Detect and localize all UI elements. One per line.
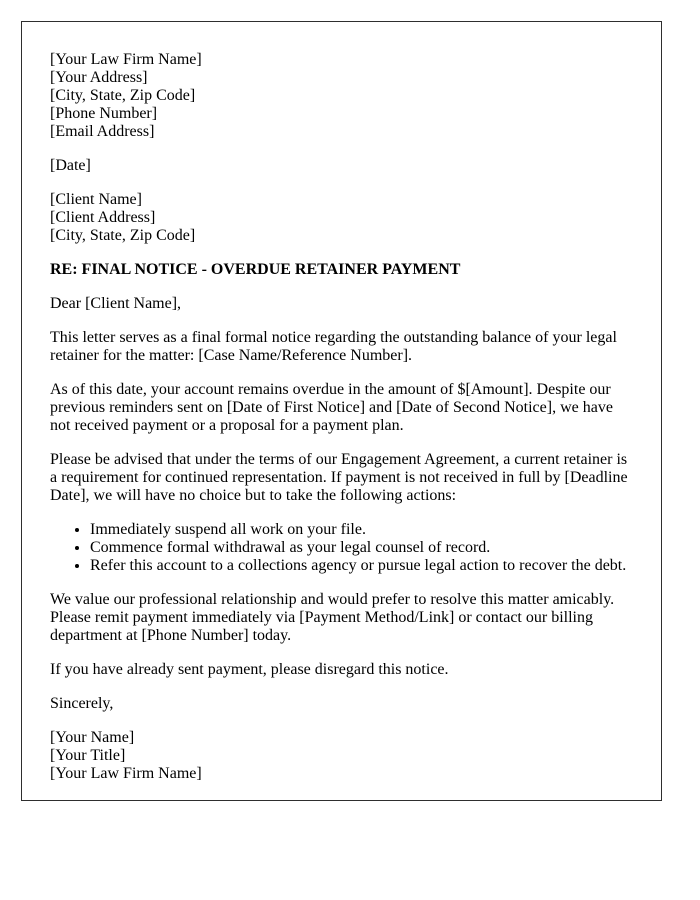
actions-list <box>50 521 633 575</box>
subject-line: RE: FINAL NOTICE - OVERDUE RETAINER PAYMENT <box>50 261 461 278</box>
signature-firm-name: [Your Law Firm Name] <box>50 765 202 782</box>
sign-off: Sincerely, <box>50 695 114 712</box>
list-item-withdrawal: • Commence formal withdrawal as your legal counsel of record. <box>90 539 633 557</box>
paragraph-disregard-notice: If you have already sent payment, please disregard this notice. <box>50 661 449 678</box>
letter-page <box>21 21 662 801</box>
recipient-city-state-zip: [City, State, Zip Code] <box>50 227 196 244</box>
letter-date: [Date] <box>50 157 91 174</box>
list-item-collections: • Refer this account to a collections agency or pursue legal action to recover the debt. <box>90 557 633 575</box>
recipient-address-block <box>50 191 633 245</box>
sender-phone: [Phone Number] <box>50 105 158 122</box>
paragraph-intro: This letter serves as a final formal notice regarding the outstanding balance of your legal retainer for the matter: [Case Name/Reference Number]. <box>50 329 617 364</box>
paragraph-overdue-amount: As of this date, your account remains overdue in the amount of $[Amount]. Despite our previous reminders sent on [Date of First Notice] and [Date of Second Notice], we have not received payment or a proposal for a payment plan. <box>50 381 613 434</box>
sender-email: [Email Address] <box>50 123 155 140</box>
paragraph-resolve-amicably: We value our professional relationship and would prefer to resolve this matter amicably. Please remit payment immediately via [Payment Method/Link] or contact our billing department at [Phone Number] today. <box>50 591 615 644</box>
signature-name: [Your Name] <box>50 729 135 746</box>
recipient-address: [Client Address] <box>50 209 156 226</box>
sender-address-block <box>50 51 633 141</box>
list-item-suspend-work: • Immediately suspend all work on your file. <box>90 521 633 539</box>
salutation: Dear [Client Name], <box>50 295 182 312</box>
sender-city-state-zip: [City, State, Zip Code] <box>50 87 196 104</box>
sender-address: [Your Address] <box>50 69 148 86</box>
sender-firm-name: [Your Law Firm Name] <box>50 51 202 68</box>
signature-block <box>50 729 633 783</box>
recipient-name: [Client Name] <box>50 191 142 208</box>
signature-title: [Your Title] <box>50 747 126 764</box>
paragraph-terms-warning: Please be advised that under the terms of our Engagement Agreement, a current retainer is a requirement for continued representation. If payment is not received in full by [Deadline Date], we will have no choice but to take the following actions: <box>50 451 628 504</box>
